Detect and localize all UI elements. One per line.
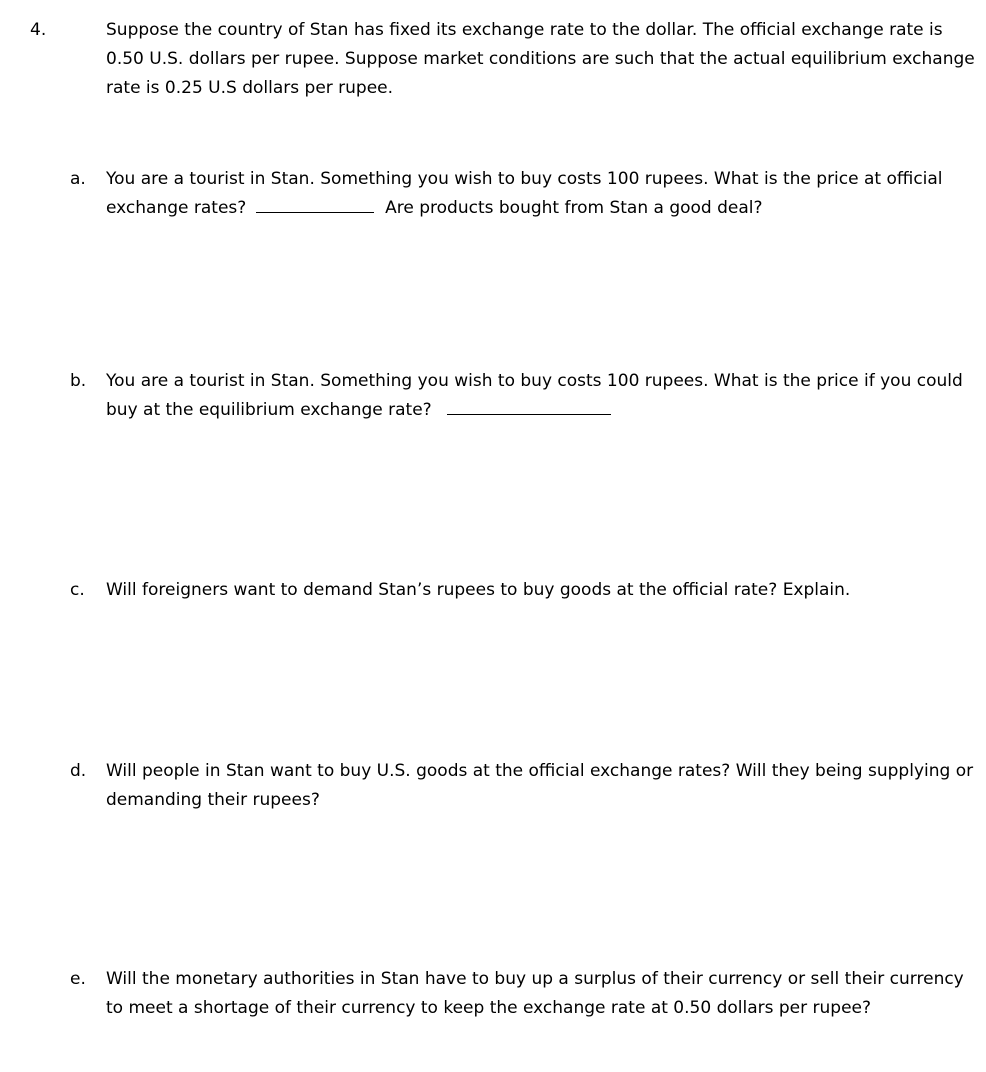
part-d-letter: d. bbox=[70, 761, 87, 781]
part-b bbox=[106, 367, 976, 425]
part-a-letter: a. bbox=[70, 169, 86, 189]
part-a bbox=[106, 165, 976, 223]
part-b-text bbox=[106, 367, 976, 425]
part-d-text: Will people in Stan want to buy U.S. goods at the official exchange rates? Will they being supplying or demanding their rupees? bbox=[106, 761, 974, 810]
part-e-letter: e. bbox=[70, 969, 86, 989]
part-a-text bbox=[106, 165, 976, 223]
part-c bbox=[106, 576, 976, 605]
part-c-text: Will foreigners want to demand Stan’s rupees to buy goods at the official rate? Explain. bbox=[106, 580, 851, 600]
part-a-text-before: You are a tourist in Stan. Something you wish to buy costs 100 rupees. What is the price at official exchange rates? bbox=[106, 169, 943, 218]
part-a-text-after: Are products bought from Stan a good deal? bbox=[385, 198, 763, 218]
question-stem-text: Suppose the country of Stan has fixed its exchange rate to the dollar. The official exchange rate is 0.50 U.S. dollars per rupee. Suppose market conditions are such that the actual equilibrium exchange rate is 0.25 U.S dollars per rupee. bbox=[106, 20, 975, 98]
part-a-answer-blank[interactable] bbox=[256, 194, 374, 213]
part-d bbox=[106, 757, 976, 815]
part-b-answer-blank[interactable] bbox=[447, 396, 611, 415]
part-c-letter: c. bbox=[70, 580, 85, 600]
question-stem bbox=[106, 16, 976, 103]
question-number: 4. bbox=[30, 20, 47, 40]
part-e bbox=[106, 965, 976, 1023]
part-b-text-before: You are a tourist in Stan. Something you wish to buy costs 100 rupees. What is the price if you could buy at the equilibrium exchange rate? bbox=[106, 371, 963, 420]
part-b-letter: b. bbox=[70, 371, 87, 391]
part-e-text: Will the monetary authorities in Stan have to buy up a surplus of their currency or sell their currency to meet a shortage of their currency to keep the exchange rate at 0.50 dollars per rupee? bbox=[106, 969, 964, 1018]
